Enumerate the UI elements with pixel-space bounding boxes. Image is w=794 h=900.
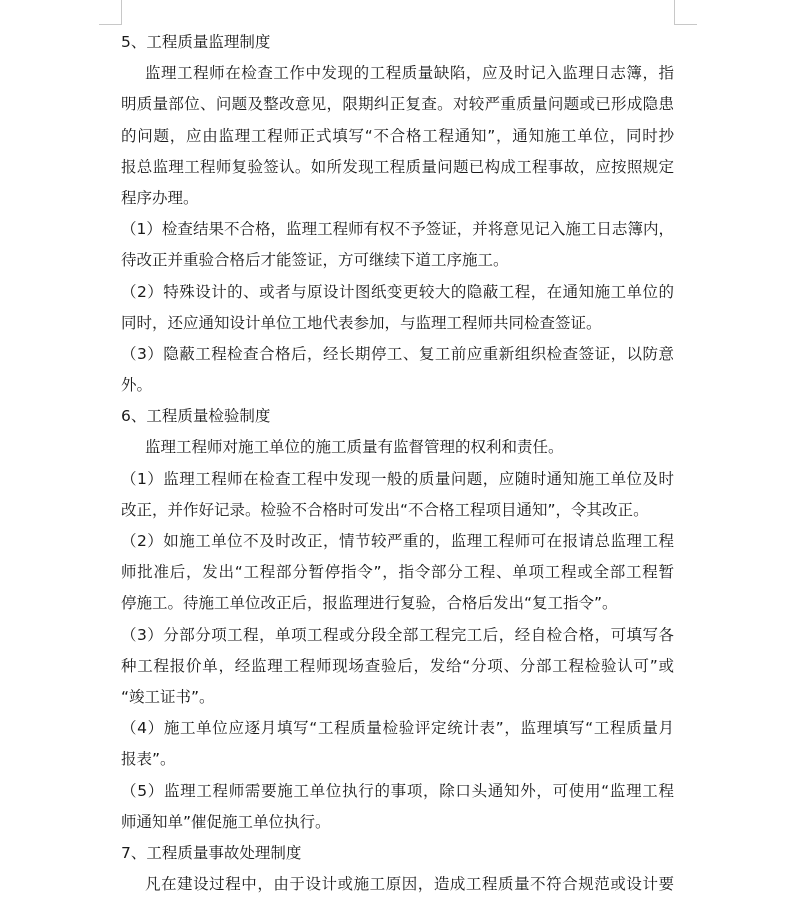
paragraph-line: 监理工程师对施工单位的施工质量有监督管理的权利和责任。 [145, 438, 564, 457]
paragraph-line: 程序办理。 [121, 188, 199, 207]
list-item-line: 停施工。待施工单位改正后，报监理进行复验，合格后发出“复工指令”。 [121, 594, 618, 613]
list-item-line: （2）特殊设计的、或者与原设计图纸变更较大的隐蔽工程，在通知施工单位的 [121, 282, 674, 301]
list-item-line: （1）监理工程师在检查工程中发现一般的质量问题，应随时通知施工单位及时 [121, 469, 674, 488]
list-item-line: 外。 [121, 376, 153, 395]
crop-mark-top-right [674, 0, 697, 25]
section-heading-7: 7、工程质量事故处理制度 [121, 843, 302, 862]
paragraph-line: 报总监理工程师复验签认。如所发现工程质量问题已构成工程事故，应按照规定 [121, 157, 674, 176]
list-item-line: （5）监理工程师需要施工单位执行的事项，除口头通知外，可使用“监理工程 [121, 781, 674, 800]
list-item-line: 种工程报价单，经监理工程师现场查验后，发给“分项、分部工程检验认可”或 [121, 656, 674, 675]
paragraph-line-partial: 凡在建设过程中，由于设计或施工原因，造成工程质量不符合规范或设计要 [145, 875, 674, 894]
list-item-line: 改正，并作好记录。检验不合格时可发出“不合格工程项目通知”，令其改正。 [121, 500, 649, 519]
list-item-line: 报表”。 [121, 750, 176, 769]
list-item-line: （2）如施工单位不及时改正，情节较严重的，监理工程师可在报请总监理工程 [121, 532, 674, 550]
list-item-line: （4）施工单位应逐月填写“工程质量检验评定统计表”，监理填写“工程质量月 [121, 719, 674, 738]
document-body [121, 27, 674, 894]
crop-mark-top-left [99, 0, 122, 25]
list-item-line: （1）检查结果不合格，监理工程师有权不予签证，并将意见记入施工日志簿内， [121, 220, 674, 239]
list-item-line: （3）分部分项工程，单项工程或分段全部工程完工后，经自检合格，可填写各 [121, 625, 674, 644]
section-heading-6: 6、工程质量检验制度 [121, 407, 271, 426]
list-item-line: 师通知单”催促施工单位执行。 [121, 812, 331, 831]
list-item-line: 师批准后，发出“工程部分暂停指令”，指令部分工程、单项工程或全部工程暂 [121, 563, 674, 582]
paragraph-line: 监理工程师在检查工作中发现的工程质量缺陷，应及时记入监理日志簿，指 [145, 64, 674, 83]
paragraph-line: 的问题，应由监理工程师正式填写“不合格工程通知”，通知施工单位，同时抄 [121, 126, 674, 145]
list-item-line: 同时，还应通知设计单位工地代表参加，与监理工程师共同检查签证。 [121, 313, 602, 332]
section-heading-5: 5、工程质量监理制度 [121, 33, 271, 51]
list-item-line: 待改正并重验合格后才能签证，方可继续下道工序施工。 [121, 251, 509, 270]
paragraph-line: 明质量部位、问题及整改意见，限期纠正复查。对较严重质量问题或已形成隐患 [121, 95, 674, 114]
list-item-line: “竣工证书”。 [121, 687, 215, 706]
list-item-line: （3）隐蔽工程检查合格后，经长期停工、复工前应重新组织检查签证，以防意 [121, 344, 674, 363]
